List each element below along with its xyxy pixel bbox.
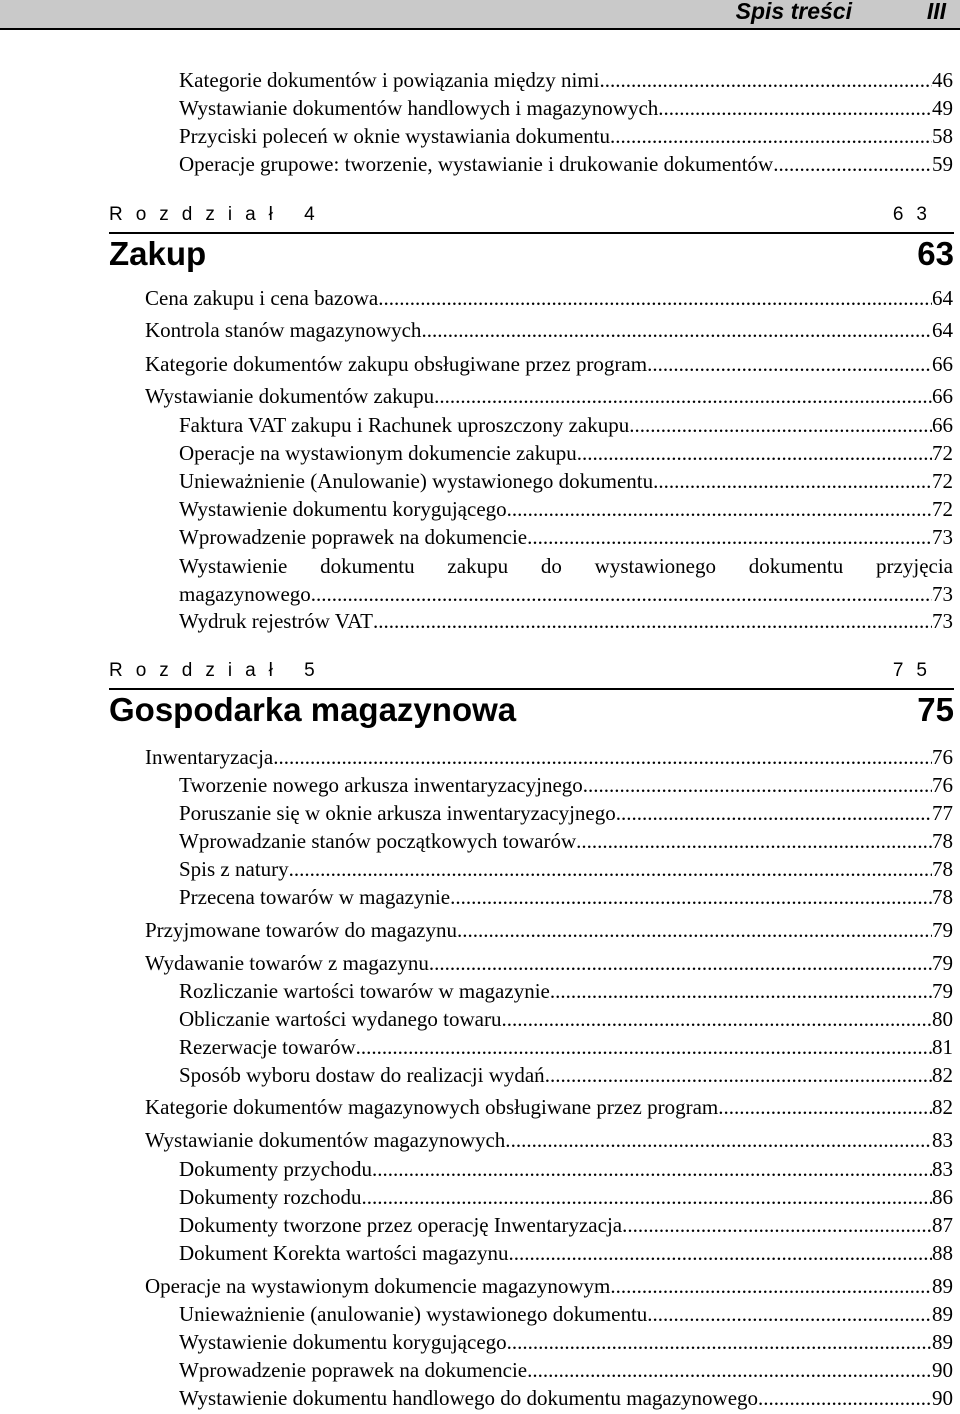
toc-entry[interactable] — [145, 745, 953, 769]
toc-entry-title: Cena zakupu i cena bazowa — [145, 286, 379, 310]
toc-entry-page: 78 — [932, 829, 953, 853]
toc-entry[interactable] — [179, 1358, 953, 1382]
toc-entry[interactable] — [179, 1185, 953, 1209]
toc-entry-title: Wprowadzanie stanów początkowych towarów — [179, 829, 577, 853]
leader-dots — [583, 773, 932, 797]
toc-entry-page: 66 — [932, 352, 953, 376]
toc-entry-page: 79 — [932, 918, 953, 942]
toc-entry-title: Przyciski poleceń w oknie wystawiania dokumentu — [179, 124, 610, 148]
toc-entry-page: 87 — [932, 1213, 953, 1237]
toc-entry-page: 79 — [932, 951, 953, 975]
toc-entry[interactable] — [179, 497, 953, 521]
toc-entry[interactable] — [145, 1274, 953, 1298]
leader-dots — [599, 68, 932, 92]
toc-entry-title: Wydruk rejestrów VAT — [179, 609, 373, 633]
toc-entry[interactable] — [179, 801, 953, 825]
leader-dots — [653, 469, 932, 493]
toc-entry-title: Operacje grupowe: tworzenie, wystawianie i drukowanie dokumentów — [179, 152, 774, 176]
toc-entry-page: 64 — [932, 318, 953, 342]
toc-entry[interactable] — [145, 951, 953, 975]
toc-entry-title: Dokumenty rozchodu — [179, 1185, 362, 1209]
leader-dots — [450, 885, 932, 909]
leader-dots — [629, 413, 932, 437]
toc-entry[interactable] — [179, 1213, 953, 1237]
toc-entry-page: 72 — [932, 469, 953, 493]
leader-dots — [507, 1007, 932, 1031]
toc-entry-title: Wprowadzenie poprawek na dokumencie — [179, 525, 528, 549]
toc-entry-page: 59 — [932, 152, 953, 176]
leader-dots — [718, 1095, 932, 1119]
toc-entry[interactable] — [179, 68, 953, 92]
toc-entry-page: 73 — [932, 582, 953, 606]
toc-entry-title: Wystawianie dokumentów handlowych i magazynowych. — [179, 96, 664, 120]
toc-entry-page: 46 — [932, 68, 953, 92]
chapter-title: Gospodarka magazynowa — [109, 691, 517, 728]
toc-entry-title: Przecena towarów w magazynie — [179, 885, 451, 909]
toc-entry-title: Sposób wyboru dostaw do realizacji wydań — [179, 1063, 545, 1087]
leader-dots — [610, 124, 932, 148]
toc-entry[interactable] — [179, 1302, 953, 1326]
leader-dots — [647, 1302, 932, 1326]
leader-dots — [429, 951, 932, 975]
toc-entry-page: 80 — [932, 1007, 953, 1031]
toc-entry-title: Inwentaryzacja — [145, 745, 274, 769]
toc-entry[interactable] — [179, 441, 953, 465]
toc-entry-title-line1: Wystawienie dokumentu zakupu do wystawionego dokumentu przyjęcia — [179, 554, 953, 578]
toc-entry[interactable] — [179, 609, 953, 633]
toc-entry-title: Wystawianie dokumentów zakupu — [145, 384, 435, 408]
toc-entry-title: Kategorie dokumentów zakupu obsługiwane przez program — [145, 352, 648, 376]
toc-entry[interactable] — [179, 152, 953, 176]
leader-dots — [773, 152, 932, 176]
toc-entry[interactable] — [179, 979, 953, 1003]
toc-entry-page: 77 — [932, 801, 953, 825]
leader-dots — [421, 318, 932, 342]
toc-entry[interactable] — [179, 525, 953, 549]
toc-entry-title: Wprowadzenie poprawek na dokumencie — [179, 1358, 528, 1382]
toc-entry-page: 83 — [932, 1128, 953, 1152]
toc-entry[interactable] — [179, 96, 953, 120]
leader-dots — [664, 96, 932, 120]
chapter-page-spaced: 63 — [892, 204, 940, 225]
leader-dots — [373, 609, 932, 633]
leader-dots — [545, 1063, 932, 1087]
leader-dots — [434, 384, 932, 408]
toc-entry-title: Wystawienie dokumentu korygującego — [179, 1330, 507, 1354]
toc-entry-title: Rozliczanie wartości towarów w magazynie — [179, 979, 550, 1003]
toc-entry-title: Poruszanie się w oknie arkusza inwentaryzacyjnego — [179, 801, 616, 825]
toc-entry-title: Dokument Korekta wartości magazynu — [179, 1241, 509, 1265]
toc-entry-page: 66 — [932, 413, 953, 437]
leader-dots — [550, 979, 932, 1003]
toc-entry-page: 76 — [932, 773, 953, 797]
leader-dots — [508, 1241, 932, 1265]
leader-dots — [527, 1358, 932, 1382]
toc-entry[interactable] — [145, 1128, 953, 1152]
toc-entry-page: 89 — [932, 1274, 953, 1298]
chapter-label: Rozdział 5 — [109, 660, 328, 681]
toc-entry[interactable] — [145, 918, 953, 942]
toc-entry-page: 72 — [932, 441, 953, 465]
chapter-title: Zakup — [109, 235, 207, 272]
leader-dots — [356, 1035, 932, 1059]
toc-entry[interactable] — [179, 1386, 953, 1410]
toc-entry-title: Tworzenie nowego arkusza inwentaryzacyjnego — [179, 773, 583, 797]
leader-dots — [362, 1185, 932, 1209]
toc-entry-page: 83 — [932, 1157, 953, 1181]
leader-dots — [507, 1330, 932, 1354]
toc-entry-title: Unieważnienie (Anulowanie) wystawionego dokumentu — [179, 469, 654, 493]
toc-entry-page: 88 — [932, 1241, 953, 1265]
toc-entry-page: 90 — [932, 1358, 953, 1382]
toc-entry[interactable] — [179, 1330, 953, 1354]
toc-entry-title: Kategorie dokumentów i powiązania między nimi — [179, 68, 600, 92]
toc-entry[interactable] — [179, 124, 953, 148]
toc-entry-page: 86 — [932, 1185, 953, 1209]
chapter-page: 63 — [917, 235, 954, 272]
toc-entry[interactable] — [179, 773, 953, 797]
toc-entry-page: 78 — [932, 885, 953, 909]
toc-entry-page: 82 — [932, 1063, 953, 1087]
toc-entry-title: Przyjmowane towarów do magazynu — [145, 918, 457, 942]
toc-entry[interactable] — [145, 352, 953, 376]
toc-entry[interactable] — [145, 1095, 953, 1119]
leader-dots — [511, 1128, 932, 1152]
toc-entry[interactable] — [179, 1157, 953, 1181]
leader-dots — [576, 829, 932, 853]
toc-entry-title: Faktura VAT zakupu i Rachunek uproszczony zakupu — [179, 413, 630, 437]
toc-entry-page: 73 — [932, 525, 953, 549]
page-header — [0, 0, 960, 30]
toc-entry-page: 81 — [932, 1035, 953, 1059]
leader-dots — [610, 1274, 932, 1298]
header-page-number: III — [926, 0, 946, 24]
toc-entry-page: 58 — [932, 124, 953, 148]
toc-entry-page: 73 — [932, 609, 953, 633]
leader-dots — [647, 352, 932, 376]
toc-entry[interactable] — [179, 885, 953, 909]
leader-dots — [372, 1157, 932, 1181]
toc-entry-title: Operacje na wystawionym dokumencie magazynowym — [145, 1274, 611, 1298]
toc-entry-title: Unieważnienie (anulowanie) wystawionego dokumentu — [179, 1302, 648, 1326]
toc-entry-title: Dokumenty przychodu — [179, 1157, 373, 1181]
toc-entry[interactable] — [179, 413, 953, 437]
toc-entry[interactable] — [179, 1241, 953, 1265]
toc-entry-page: 78 — [932, 857, 953, 881]
toc-entry-title: Operacje na wystawionym dokumencie zakupu — [179, 441, 577, 465]
leader-dots — [289, 857, 932, 881]
leader-dots — [622, 1213, 932, 1237]
leader-dots — [758, 1386, 932, 1410]
toc-entry-title: Obliczanie wartości wydanego towaru. — [179, 1007, 507, 1031]
toc-entry-title: Wystawienie dokumentu handlowego do dokumentu magazynowego — [179, 1386, 759, 1410]
toc-entry-title: Wystawianie dokumentów magazynowych. — [145, 1128, 511, 1152]
toc-entry[interactable] — [145, 318, 953, 342]
leader-dots — [273, 745, 932, 769]
toc-entry-title: Wystawienie dokumentu korygującego — [179, 497, 507, 521]
toc-entry-multiline[interactable] — [179, 552, 953, 608]
leader-dots — [616, 801, 932, 825]
toc-entry-page: 79 — [932, 979, 953, 1003]
chapter-4-label-bar — [109, 204, 954, 234]
toc-entry-page: 76 — [932, 745, 953, 769]
chapter-label: Rozdział 4 — [109, 204, 328, 225]
toc-entry-page: 72 — [932, 497, 953, 521]
leader-dots — [507, 497, 932, 521]
toc-entry-page: 82 — [932, 1095, 953, 1119]
toc-entry-page: 89 — [932, 1302, 953, 1326]
toc-entry[interactable] — [145, 286, 953, 310]
leader-dots — [378, 286, 932, 310]
toc-entry-title: Dokumenty tworzone przez operację Inwentaryzacja — [179, 1213, 623, 1237]
toc-entry-title-line2: magazynowego — [179, 582, 311, 606]
toc-entry-title: Kontrola stanów magazynowych — [145, 318, 422, 342]
leader-dots — [527, 525, 932, 549]
toc-entry-title: Rezerwacje towarów — [179, 1035, 356, 1059]
toc-entry[interactable] — [179, 857, 953, 881]
leader-dots — [311, 580, 932, 608]
toc-entry[interactable] — [179, 1035, 953, 1059]
toc-entry-page: 89 — [932, 1330, 953, 1354]
toc-entry-page: 66 — [932, 384, 953, 408]
toc-entry[interactable] — [179, 829, 953, 853]
toc-entry[interactable] — [179, 469, 953, 493]
leader-dots — [457, 918, 932, 942]
header-title: Spis treści — [735, 0, 852, 24]
leader-dots — [577, 441, 932, 465]
toc-entry-title: Wydawanie towarów z magazynu — [145, 951, 429, 975]
toc-entry[interactable] — [179, 1063, 953, 1087]
chapter-page-spaced: 75 — [892, 660, 940, 681]
toc-entry[interactable] — [179, 1007, 953, 1031]
toc-entry-page: 64 — [932, 286, 953, 310]
toc-entry-title: Spis z natury — [179, 857, 289, 881]
toc-entry-page: 90 — [932, 1386, 953, 1410]
toc-entry-page: 49 — [932, 96, 953, 120]
chapter-page: 75 — [917, 691, 954, 728]
toc-entry-title: Kategorie dokumentów magazynowych obsługiwane przez program — [145, 1095, 719, 1119]
chapter-5-label-bar — [109, 660, 954, 690]
toc-entry[interactable] — [145, 384, 953, 408]
